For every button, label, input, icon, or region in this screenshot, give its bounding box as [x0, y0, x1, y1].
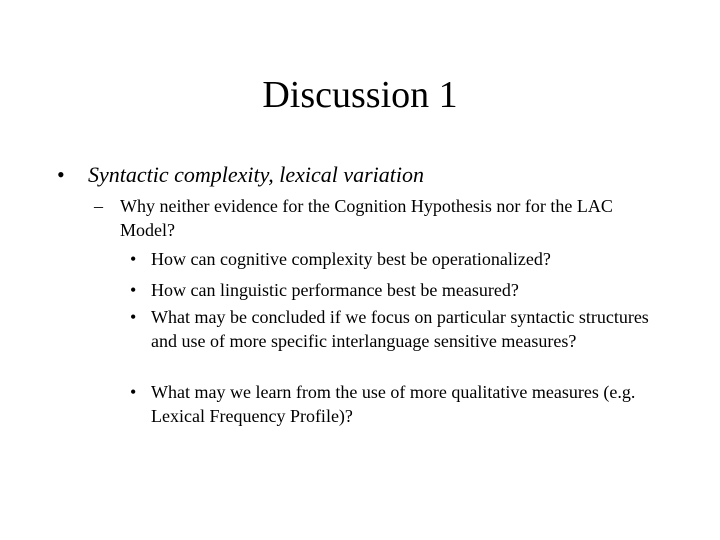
sub-bullet — [130, 380, 670, 428]
bullet-marker: • — [130, 382, 137, 402]
sub-bullet-text: What may be concluded if we focus on particular syntactic structures and use of more specific interlanguage sensitive measures? — [151, 307, 649, 351]
sub-bullet-text: What may we learn from the use of more qualitative measures (e.g. Lexical Frequency Profile)? — [151, 382, 636, 426]
sub-bullet — [130, 278, 670, 302]
main-bullet-text: Syntactic complexity, lexical variation — [88, 162, 424, 187]
sub-bullet-text: How can linguistic performance best be measured? — [151, 280, 519, 300]
main-bullet — [57, 160, 687, 190]
bullet-marker: • — [130, 307, 137, 327]
bullet-marker: • — [57, 162, 65, 187]
bullet-marker: • — [130, 249, 137, 269]
sub-bullet-text: How can cognitive complexity best be operationalized? — [151, 249, 551, 269]
sub-bullet — [130, 247, 670, 271]
question-text: Why neither evidence for the Cognition Hypothesis nor for the LAC Model? — [120, 196, 613, 240]
bullet-marker: • — [130, 280, 137, 300]
question-item — [94, 194, 654, 242]
sub-bullet — [130, 305, 670, 353]
dash-marker: – — [94, 196, 103, 216]
slide-title: Discussion 1 — [262, 74, 458, 116]
